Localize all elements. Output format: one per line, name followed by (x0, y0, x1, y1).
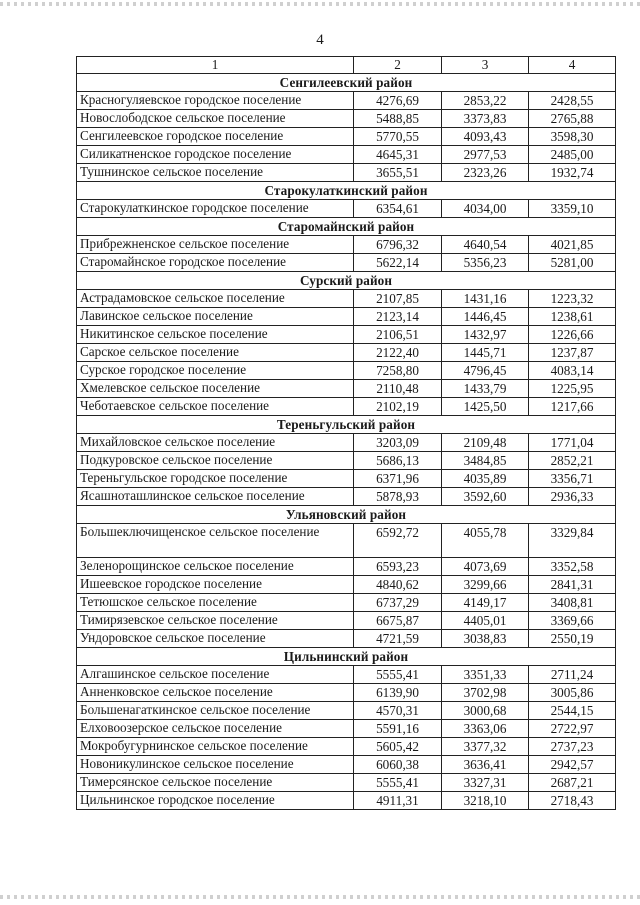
value-cell: 7258,80 (354, 362, 442, 380)
district-name: Старокулаткинский район (77, 182, 616, 200)
table-row (77, 630, 616, 648)
district-name: Сурский район (77, 272, 616, 290)
table-row (77, 666, 616, 684)
value-cell: 1432,97 (442, 326, 529, 344)
value-cell: 3000,68 (442, 702, 529, 720)
settlements-table (76, 56, 616, 810)
settlement-name: Хмелевское сельское поселение (77, 380, 354, 398)
value-cell: 1226,66 (529, 326, 616, 344)
settlement-name: Тушнинское сельское поселение (77, 164, 354, 182)
value-cell: 5770,55 (354, 128, 442, 146)
settlement-name: Большенагаткинское сельское поселение (77, 702, 354, 720)
value-cell: 4911,31 (354, 792, 442, 810)
value-cell: 6737,29 (354, 594, 442, 612)
value-cell: 5605,42 (354, 738, 442, 756)
settlement-name: Сарское сельское поселение (77, 344, 354, 362)
value-cell: 3218,10 (442, 792, 529, 810)
settlement-name: Сенгилеевское городское поселение (77, 128, 354, 146)
settlement-name: Сурское городское поселение (77, 362, 354, 380)
settlement-name: Астрадамовское сельское поселение (77, 290, 354, 308)
settlement-name: Старокулаткинское городское поселение (77, 200, 354, 218)
settlement-name: Ундоровское сельское поселение (77, 630, 354, 648)
settlement-name: Алгашинское сельское поселение (77, 666, 354, 684)
scan-edge-top (0, 2, 640, 6)
table-row (77, 398, 616, 416)
settlement-name: Красногуляевское городское поселение (77, 92, 354, 110)
table-row (77, 756, 616, 774)
value-cell: 3359,10 (529, 200, 616, 218)
value-cell: 5622,14 (354, 254, 442, 272)
table-body (77, 57, 616, 810)
value-cell: 4149,17 (442, 594, 529, 612)
table-row (77, 470, 616, 488)
value-cell: 2428,55 (529, 92, 616, 110)
settlement-name: Прибрежненское сельское поселение (77, 236, 354, 254)
table-row (77, 146, 616, 164)
value-cell: 6592,72 (354, 524, 442, 558)
value-cell: 3351,33 (442, 666, 529, 684)
value-cell: 2122,40 (354, 344, 442, 362)
value-cell: 3592,60 (442, 488, 529, 506)
value-cell: 4840,62 (354, 576, 442, 594)
value-cell: 2977,53 (442, 146, 529, 164)
district-name: Ульяновский район (77, 506, 616, 524)
district-header-row (77, 272, 616, 290)
value-cell: 2765,88 (529, 110, 616, 128)
table-row (77, 200, 616, 218)
table-row (77, 684, 616, 702)
value-cell: 1223,32 (529, 290, 616, 308)
settlement-name: Тетюшское сельское поселение (77, 594, 354, 612)
district-name: Тереньгульский район (77, 416, 616, 434)
district-header-row (77, 74, 616, 92)
value-cell: 6354,61 (354, 200, 442, 218)
settlement-name: Большеключищенское сельское поселение (77, 524, 354, 558)
table-row (77, 434, 616, 452)
value-cell: 2110,48 (354, 380, 442, 398)
table-row (77, 92, 616, 110)
value-cell: 4093,43 (442, 128, 529, 146)
value-cell: 3203,09 (354, 434, 442, 452)
settlement-name: Новоникулинское сельское поселение (77, 756, 354, 774)
table-row (77, 488, 616, 506)
value-cell: 2942,57 (529, 756, 616, 774)
district-name: Старомайнский район (77, 218, 616, 236)
value-cell: 1217,66 (529, 398, 616, 416)
value-cell: 3655,51 (354, 164, 442, 182)
value-cell: 3369,66 (529, 612, 616, 630)
settlement-name: Анненковское сельское поселение (77, 684, 354, 702)
value-cell: 6371,96 (354, 470, 442, 488)
value-cell: 6675,87 (354, 612, 442, 630)
value-cell: 3352,58 (529, 558, 616, 576)
value-cell: 3329,84 (529, 524, 616, 558)
value-cell: 5555,41 (354, 666, 442, 684)
table-row (77, 326, 616, 344)
value-cell: 1932,74 (529, 164, 616, 182)
settlement-name: Тереньгульское городское поселение (77, 470, 354, 488)
value-cell: 1431,16 (442, 290, 529, 308)
settlement-name: Никитинское сельское поселение (77, 326, 354, 344)
value-cell: 2485,00 (529, 146, 616, 164)
value-cell: 3356,71 (529, 470, 616, 488)
district-header-row (77, 416, 616, 434)
table-row (77, 774, 616, 792)
value-cell: 1445,71 (442, 344, 529, 362)
settlement-name: Зеленорощинское сельское поселение (77, 558, 354, 576)
table-row (77, 738, 616, 756)
value-cell: 3702,98 (442, 684, 529, 702)
value-cell: 1425,50 (442, 398, 529, 416)
value-cell: 4055,78 (442, 524, 529, 558)
value-cell: 5878,93 (354, 488, 442, 506)
district-header-row (77, 506, 616, 524)
value-cell: 3408,81 (529, 594, 616, 612)
settlement-name: Старомайнское городское поселение (77, 254, 354, 272)
table-row (77, 380, 616, 398)
settlement-name: Новослободское сельское поселение (77, 110, 354, 128)
value-cell: 5591,16 (354, 720, 442, 738)
value-cell: 4796,45 (442, 362, 529, 380)
value-cell: 5555,41 (354, 774, 442, 792)
value-cell: 2853,22 (442, 92, 529, 110)
value-cell: 2544,15 (529, 702, 616, 720)
value-cell: 5281,00 (529, 254, 616, 272)
table-row (77, 720, 616, 738)
value-cell: 6593,23 (354, 558, 442, 576)
district-name: Сенгилеевский район (77, 74, 616, 92)
table-row (77, 236, 616, 254)
scan-edge-bottom (0, 895, 640, 899)
settlement-name: Елховоозерское сельское поселение (77, 720, 354, 738)
value-cell: 2687,21 (529, 774, 616, 792)
value-cell: 1225,95 (529, 380, 616, 398)
settlement-name: Лавинское сельское поселение (77, 308, 354, 326)
settlement-name: Цильнинское городское поселение (77, 792, 354, 810)
value-cell: 2550,19 (529, 630, 616, 648)
value-cell: 2123,14 (354, 308, 442, 326)
value-cell: 4721,59 (354, 630, 442, 648)
value-cell: 6139,90 (354, 684, 442, 702)
column-header: 4 (529, 57, 616, 74)
value-cell: 3484,85 (442, 452, 529, 470)
value-cell: 1237,87 (529, 344, 616, 362)
value-cell: 5686,13 (354, 452, 442, 470)
value-cell: 5356,23 (442, 254, 529, 272)
value-cell: 2102,19 (354, 398, 442, 416)
table-row (77, 576, 616, 594)
value-cell: 1433,79 (442, 380, 529, 398)
value-cell: 2841,31 (529, 576, 616, 594)
value-cell: 3373,83 (442, 110, 529, 128)
value-cell: 6796,32 (354, 236, 442, 254)
value-cell: 4083,14 (529, 362, 616, 380)
value-cell: 2852,21 (529, 452, 616, 470)
value-cell: 1238,61 (529, 308, 616, 326)
value-cell: 3327,31 (442, 774, 529, 792)
value-cell: 2936,33 (529, 488, 616, 506)
value-cell: 2323,26 (442, 164, 529, 182)
district-name: Цильнинский район (77, 648, 616, 666)
value-cell: 4276,69 (354, 92, 442, 110)
value-cell: 4570,31 (354, 702, 442, 720)
table-row (77, 110, 616, 128)
settlement-name: Тимерсянское сельское поселение (77, 774, 354, 792)
value-cell: 4645,31 (354, 146, 442, 164)
value-cell: 2722,97 (529, 720, 616, 738)
settlement-name: Михайловское сельское поселение (77, 434, 354, 452)
value-cell: 3005,86 (529, 684, 616, 702)
settlement-name: Силикатненское городское поселение (77, 146, 354, 164)
value-cell: 5488,85 (354, 110, 442, 128)
value-cell: 3363,06 (442, 720, 529, 738)
table-row (77, 344, 616, 362)
table-row (77, 524, 616, 558)
value-cell: 4021,85 (529, 236, 616, 254)
value-cell: 4073,69 (442, 558, 529, 576)
column-header: 1 (77, 57, 354, 74)
value-cell: 4405,01 (442, 612, 529, 630)
value-cell: 6060,38 (354, 756, 442, 774)
value-cell: 3636,41 (442, 756, 529, 774)
value-cell: 1771,04 (529, 434, 616, 452)
value-cell: 2711,24 (529, 666, 616, 684)
settlement-name: Мокробугурнинское сельское поселение (77, 738, 354, 756)
table-row (77, 164, 616, 182)
settlement-name: Чеботаевское сельское поселение (77, 398, 354, 416)
table-row (77, 702, 616, 720)
value-cell: 3038,83 (442, 630, 529, 648)
value-cell: 1446,45 (442, 308, 529, 326)
table-row (77, 290, 616, 308)
value-cell: 4640,54 (442, 236, 529, 254)
value-cell: 3598,30 (529, 128, 616, 146)
value-cell: 4035,89 (442, 470, 529, 488)
value-cell: 2737,23 (529, 738, 616, 756)
settlement-name: Ясашноташлинское сельское поселение (77, 488, 354, 506)
value-cell: 2109,48 (442, 434, 529, 452)
column-header-row (77, 57, 616, 74)
settlement-name: Ишеевское городское поселение (77, 576, 354, 594)
value-cell: 2106,51 (354, 326, 442, 344)
table-row (77, 362, 616, 380)
value-cell: 3299,66 (442, 576, 529, 594)
district-header-row (77, 648, 616, 666)
table-row (77, 558, 616, 576)
page-number: 4 (316, 32, 324, 48)
table-row (77, 254, 616, 272)
value-cell: 3377,32 (442, 738, 529, 756)
table-row (77, 792, 616, 810)
table-row (77, 128, 616, 146)
settlement-name: Тимирязевское сельское поселение (77, 612, 354, 630)
column-header: 3 (442, 57, 529, 74)
table-row (77, 452, 616, 470)
value-cell: 2718,43 (529, 792, 616, 810)
district-header-row (77, 218, 616, 236)
value-cell: 4034,00 (442, 200, 529, 218)
district-header-row (77, 182, 616, 200)
table-row (77, 308, 616, 326)
column-header: 2 (354, 57, 442, 74)
table-row (77, 594, 616, 612)
settlement-name: Подкуровское сельское поселение (77, 452, 354, 470)
value-cell: 2107,85 (354, 290, 442, 308)
table-row (77, 612, 616, 630)
